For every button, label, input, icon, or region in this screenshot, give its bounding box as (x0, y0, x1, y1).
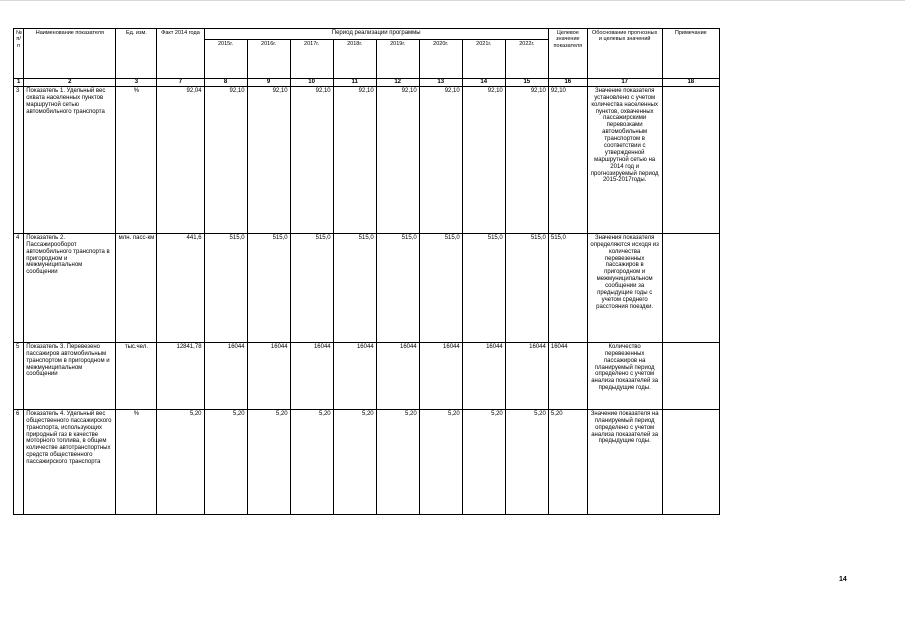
year-value: 16044 (505, 342, 548, 409)
column-number: 8 (204, 79, 247, 87)
note (662, 409, 719, 514)
year-value: 92,10 (376, 86, 419, 233)
header-year: 2021г. (462, 40, 505, 79)
justification: Значения показателя определяются исходя из количества перевезенных пассажиров в пригородном и межмуниципальном сообщении за предыдущие годы с учетом среднего расстояния поездки. (587, 233, 662, 342)
year-value: 5,20 (376, 409, 419, 514)
header-year: 2019г. (376, 40, 419, 79)
year-value: 16044 (376, 342, 419, 409)
header-year: 2020г. (419, 40, 462, 79)
note (662, 233, 719, 342)
justification: Значение показателя установлено с учетом количества населенных пунктов, охваченных пассажирскими перевозками автомобильным транспортом в соответствии с утвержденной маршрутной сетью на 2014 год и прогнозируемый период 2015-2017годы. (587, 86, 662, 233)
header-name: Наименование показателя (24, 29, 116, 79)
table-row (14, 342, 720, 409)
year-value: 92,10 (333, 86, 376, 233)
note (662, 86, 719, 233)
header-target: Целевое значение показателя (548, 29, 587, 79)
header-year: 2022г. (505, 40, 548, 79)
column-number: 11 (333, 79, 376, 87)
column-number: 12 (376, 79, 419, 87)
year-value: 92,10 (462, 86, 505, 233)
year-value: 16044 (290, 342, 333, 409)
indicator-name: Показатель 3. Перевезено пассажиров автомобильным транспортом в пригородном и межмуниципальном сообщении (24, 342, 116, 409)
target-value: 5,20 (548, 409, 587, 514)
year-value: 5,20 (204, 409, 247, 514)
table-row (14, 233, 720, 342)
year-value: 515,0 (290, 233, 333, 342)
indicator-name: Показатель 1. Удельный вес охвата населенных пунктов маршрутной сетью автомобильного транспорта (24, 86, 116, 233)
table-row (14, 409, 720, 514)
column-number: 3 (116, 79, 157, 87)
year-value: 515,0 (333, 233, 376, 342)
year-value: 515,0 (505, 233, 548, 342)
header-fact: Факт 2014 года (157, 29, 204, 79)
justification: Значение показателя на планируемый период определено с учетом анализа показателей за предыдущие годы. (587, 409, 662, 514)
year-value: 92,10 (505, 86, 548, 233)
unit: % (116, 86, 157, 233)
fact-value: 92,04 (157, 86, 204, 233)
year-value: 5,20 (333, 409, 376, 514)
header-no: № п/п (14, 29, 24, 79)
year-value: 92,10 (290, 86, 333, 233)
year-value: 515,0 (462, 233, 505, 342)
table-row (14, 86, 720, 233)
header-year: 2015г. (204, 40, 247, 79)
row-no: 5 (14, 342, 24, 409)
header-unit: Ед. изм. (116, 29, 157, 79)
row-no: 4 (14, 233, 24, 342)
column-numbers-row (14, 79, 720, 87)
column-number: 2 (24, 79, 116, 87)
year-value: 5,20 (505, 409, 548, 514)
column-number: 10 (290, 79, 333, 87)
column-number: 9 (247, 79, 290, 87)
year-value: 92,10 (419, 86, 462, 233)
header-year: 2017г. (290, 40, 333, 79)
year-value: 16044 (204, 342, 247, 409)
target-value: 92,10 (548, 86, 587, 233)
column-number: 13 (419, 79, 462, 87)
fact-value: 441,6 (157, 233, 204, 342)
justification: Количество перевезенных пассажиров на планируемый период определено с учетом анализа показателей за предыдущие годы. (587, 342, 662, 409)
header-justification: Обоснование прогнозных и целевых значений (587, 29, 662, 79)
row-no: 3 (14, 86, 24, 233)
page-number: 14 (839, 576, 847, 583)
header-year: 2016г. (247, 40, 290, 79)
header-row-top (14, 29, 720, 40)
year-value: 5,20 (462, 409, 505, 514)
year-value: 16044 (419, 342, 462, 409)
unit: % (116, 409, 157, 514)
indicators-table (13, 28, 720, 515)
header-year: 2018г. (333, 40, 376, 79)
column-number: 17 (587, 79, 662, 87)
header-period: Период реализации программы (204, 29, 548, 40)
year-value: 16044 (462, 342, 505, 409)
year-value: 515,0 (376, 233, 419, 342)
year-value: 16044 (333, 342, 376, 409)
indicator-name: Показатель 2. Пассажирооборот автомобильного транспорта в пригородном и межмуниципальном сообщении (24, 233, 116, 342)
row-no: 6 (14, 409, 24, 514)
year-value: 515,0 (247, 233, 290, 342)
header-note: Примечание (662, 29, 719, 79)
fact-value: 12841,78 (157, 342, 204, 409)
scan-edge (0, 0, 905, 1)
year-value: 16044 (247, 342, 290, 409)
column-number: 15 (505, 79, 548, 87)
fact-value: 5,20 (157, 409, 204, 514)
target-value: 16044 (548, 342, 587, 409)
year-value: 92,10 (247, 86, 290, 233)
unit: тыс.чел. (116, 342, 157, 409)
column-number: 18 (662, 79, 719, 87)
year-value: 515,0 (419, 233, 462, 342)
column-number: 7 (157, 79, 204, 87)
column-number: 16 (548, 79, 587, 87)
indicator-name: Показатель 4. Удельный вес общественного пассажирского транспорта, использующих природный газ в качестве моторного топлива, в общем количестве автотранспортных средств общественного пассажирского транспорта (24, 409, 116, 514)
year-value: 92,10 (204, 86, 247, 233)
year-value: 5,20 (247, 409, 290, 514)
year-value: 515,0 (204, 233, 247, 342)
year-value: 5,20 (419, 409, 462, 514)
year-value: 5,20 (290, 409, 333, 514)
target-value: 515,0 (548, 233, 587, 342)
note (662, 342, 719, 409)
unit: млн. пасс-км (116, 233, 157, 342)
column-number: 1 (14, 79, 24, 87)
column-number: 14 (462, 79, 505, 87)
